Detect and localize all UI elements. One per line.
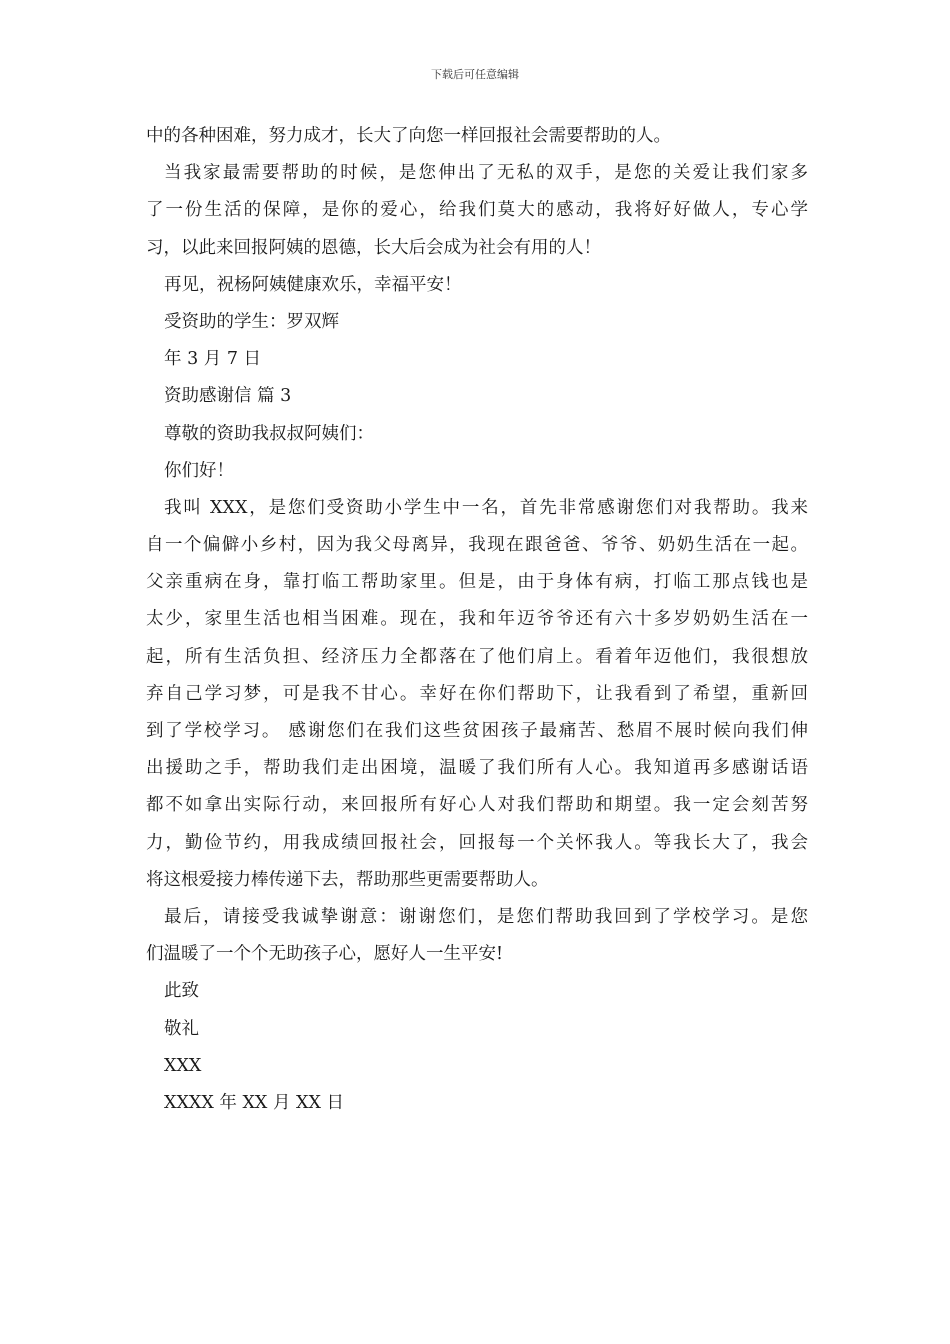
date-line: XXXX 年 XX 月 XX 日 bbox=[164, 1092, 344, 1113]
date-line: 年 3 月 7 日 bbox=[164, 349, 262, 370]
closing-line: 此致 bbox=[164, 981, 199, 1002]
text-line: 中的各种困难，努力成才，长大了向您一样回报社会需要帮助的人。 bbox=[146, 126, 671, 146]
text-line: 习，以此来回报阿姨的恩德，长大后会成为社会有用的人！ bbox=[146, 237, 601, 258]
section-title: 资助感谢信 篇 3 bbox=[164, 386, 292, 407]
text-line: 太少，家里生活也相当困难。现在，我和年迈爷爷还有六十多岁奶奶生活在一 bbox=[146, 609, 808, 630]
farewell-line: 再见，祝杨阿姨健康欢乐，幸福平安！ bbox=[164, 274, 462, 295]
greeting-line: 你们好！ bbox=[164, 460, 234, 481]
signature-line: XXX bbox=[164, 1055, 202, 1076]
letter-body bbox=[146, 118, 808, 1122]
text-line: 父亲重病在身，靠打临工帮助家里。但是，由于身体有病，打临工那点钱也是 bbox=[146, 572, 808, 593]
closing-line: 敬礼 bbox=[164, 1018, 199, 1039]
text-line: 们温暖了一个个无助孩子心，愿好人一生平安! bbox=[146, 944, 504, 965]
text-line: 自一个偏僻小乡村，因为我父母离异，我现在跟爸爸、爷爷、奶奶生活在一起。 bbox=[146, 535, 808, 556]
text-line: 起，所有生活负担、经济压力全都落在了他们肩上。看着年迈他们，我很想放 bbox=[146, 646, 808, 667]
salutation-line: 尊敬的资助我叔叔阿姨们： bbox=[164, 423, 374, 444]
text-line: 都不如拿出实际行动，来回报所有好心人对我们帮助和期望。我一定会刻苦努 bbox=[146, 795, 808, 816]
text-line: 力，勤俭节约，用我成绩回报社会，回报每一个关怀我人。等我长大了，我会 bbox=[146, 832, 808, 853]
text-line: 出援助之手，帮助我们走出困境，温暖了我们所有人心。我知道再多感谢话语 bbox=[146, 758, 808, 779]
text-line: 弃自己学习梦，可是我不甘心。幸好在你们帮助下，让我看到了希望，重新回 bbox=[146, 683, 808, 704]
signature-line: 受资助的学生：罗双辉 bbox=[164, 311, 339, 332]
paragraph-line: 当我家最需要帮助的时候，是您伸出了无私的双手，是您的关爱让我们家多 bbox=[164, 163, 808, 184]
paragraph-line: 最后，请接受我诚挚谢意：谢谢您们，是您们帮助我回到了学校学习。是您 bbox=[164, 906, 808, 927]
paragraph-line: 我叫 XXX，是您们受资助小学生中一名，首先非常感谢您们对我帮助。我来 bbox=[164, 497, 808, 518]
text-line: 将这根爱接力棒传递下去，帮助那些更需要帮助人。 bbox=[146, 869, 549, 890]
text-line: 了一份生活的保障，是你的爱心，给我们莫大的感动，我将好好做人，专心学 bbox=[146, 200, 808, 221]
text-line: 到了学校学习。 感谢您们在我们这些贫困孩子最痛苦、愁眉不展时候向我们伸 bbox=[146, 721, 808, 741]
page-header: 下载后可任意编辑 bbox=[431, 68, 519, 81]
